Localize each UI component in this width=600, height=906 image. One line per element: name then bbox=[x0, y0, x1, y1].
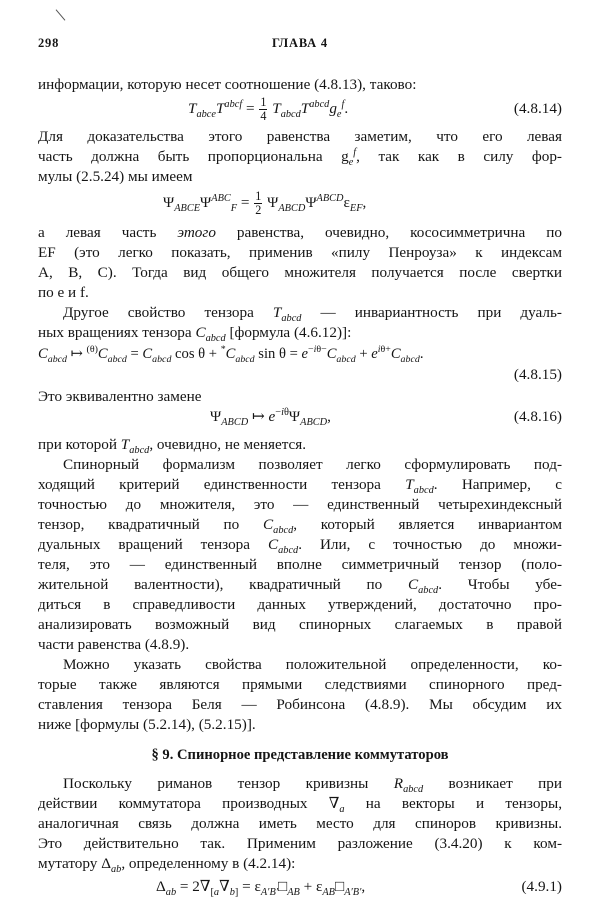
text-line: Можно указать свойства положительной определенности, ко- bbox=[63, 656, 562, 673]
equation-formula: $\Delta_{ab} = 2\nabla_{[a}\nabla_{b]}$ = $\varepsilon_{A'B'}□_{AB}$ + $\varepsilon_{AB}□_{A'B'}$, bbox=[156, 878, 366, 899]
text-line: теля, это — единственный вполне симметричный тензор (поло- bbox=[38, 556, 562, 573]
text-line: части равенства (4.8.9). bbox=[38, 636, 190, 653]
chapter-title: ГЛАВА 4 bbox=[272, 36, 328, 50]
equation-number: (4.9.1) bbox=[521, 878, 562, 895]
text-line: жительной валентности), квадратичный по $C_{abcd}$. Чтобы убе- bbox=[38, 576, 562, 597]
text-line: анализировать возможный вид спинорных слагаемых в правой bbox=[38, 616, 562, 633]
equation-formula: $T_{abce}T^{abcf}$ = $\frac{1}{4}$ $T_{abcd}T^{abcd}g_e^f$. bbox=[188, 95, 349, 124]
text-line: EF (это легко показать, применив «пилу Пенроуза» к индексам bbox=[38, 244, 562, 261]
text-line: а левая часть этого равенства, очевидно, кососимметрична по bbox=[38, 224, 562, 241]
section-heading: § 9. Спинорное представление коммутаторов bbox=[151, 747, 449, 763]
equation-4-8-15: $C_{abcd}$ ↦ $^{(\theta)}C_{abcd} = C_{abcd}$ $\cos \theta + ^*C_{abcd}$ $\sin \theta = e^{-i\theta-}C_{abcd} + e^{i\theta+}C_{abcd}$. bbox=[38, 344, 424, 365]
text-line: при которой $T_{abcd}$, очевидно, не меняется. bbox=[38, 436, 307, 457]
equation-formula: $\Psi_{ABCD}$ ↦ $e^{-i\theta}\Psi_{ABCD}$, bbox=[210, 406, 331, 429]
text-line: аналогичная связь должна иметь место для спиноров кривизны. bbox=[38, 815, 562, 832]
text-line: Спинорный формализм позволяет легко сформулировать под- bbox=[63, 456, 562, 473]
text-line: Для доказательства этого равенства заметим, что его левая bbox=[38, 128, 562, 145]
text-line: Другое свойство тензора $T_{abcd}$ — инвариантность при дуаль- bbox=[63, 304, 562, 325]
equation-4-9-1 bbox=[38, 872, 562, 902]
text-line: Это действительно так. Применим разложение (3.4.20) к ком- bbox=[38, 835, 562, 852]
text-line: ных вращениях тензора $C_{abcd}$ [формула (4.6.12)]: bbox=[38, 324, 352, 345]
text-line: ставления тензора Беля — Робинсона (4.8.9). Мы обсудим их bbox=[38, 696, 562, 713]
text-line: информации, которую несет соотношение (4.8.13), таково: bbox=[38, 76, 417, 93]
text-line: дуальных вращений тензора $C_{abcd}$. Или, с точностью до множи- bbox=[38, 536, 562, 557]
equation-number: (4.8.15) bbox=[513, 366, 562, 383]
text-line: мутатору $\Delta_{ab}$, определенному в (4.2.14): bbox=[38, 855, 296, 876]
text-line: A, B, C). Тогда вид общего множителя получается после свертки bbox=[38, 264, 562, 281]
text-line: диться в справедливости данных утверждений, достаточно про- bbox=[38, 596, 562, 613]
text-line: Это эквивалентно замене bbox=[38, 388, 202, 405]
text-line: ходящий критерий единственности тензора $T_{abcd}$. Например, с bbox=[38, 476, 562, 497]
text-line: часть должна быть пропорциональна $g_e^f$, так как в силу фор- bbox=[38, 146, 562, 169]
text-line: Поскольку риманов тензор кривизны $R_{abcd}$ возникает при bbox=[63, 775, 562, 796]
equation-number: (4.8.14) bbox=[513, 100, 562, 117]
text-line: действии коммутатора производных $\nabla_a$ на векторы и тензоры, bbox=[38, 795, 563, 816]
page-number: 298 bbox=[38, 36, 60, 50]
text-line: точностью до множителя, это — единственный четырехиндексный bbox=[38, 496, 562, 513]
text-line: ниже [формулы (5.2.14), (5.2.15)]. bbox=[38, 716, 256, 733]
equation-number: (4.8.16) bbox=[513, 408, 562, 425]
text-line: торые также являются прямыми следствиями спинорного пред- bbox=[38, 676, 562, 693]
text-line: по e и f. bbox=[38, 284, 89, 301]
text-line: мулы (2.5.24) мы имеем bbox=[38, 168, 193, 185]
text-line: тензор, квадратичный по $C_{abcd}$, который является инвариантом bbox=[38, 516, 562, 537]
equation-formula: $\Psi_{ABCE}\Psi^{ABC}_F$ = $\frac{1}{2}$ $\Psi_{ABCD}\Psi^{ABCD}\varepsilon_{EF}$, bbox=[163, 189, 367, 218]
